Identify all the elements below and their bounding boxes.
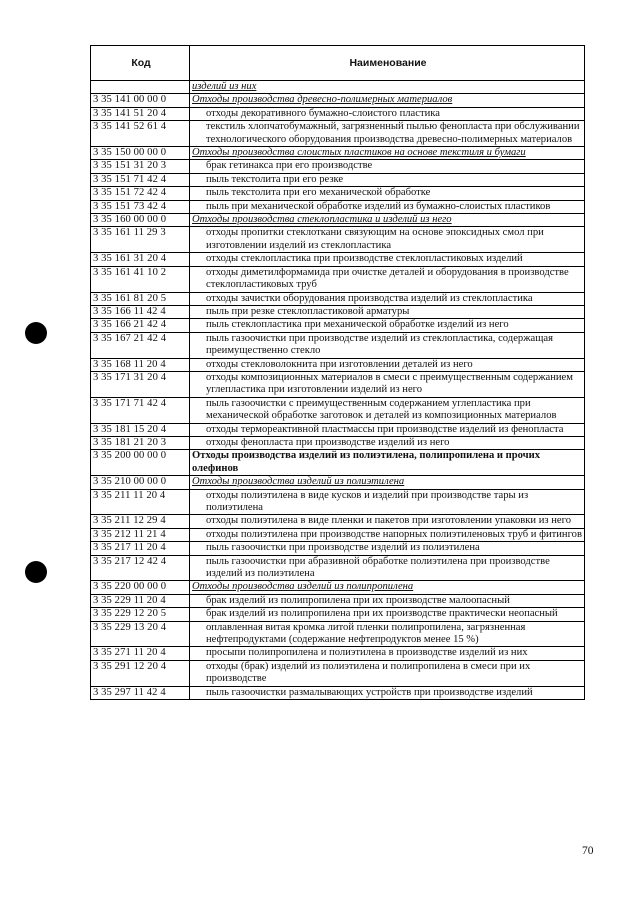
waste-code-cell: 3 35 229 13 20 4 [91,621,190,647]
waste-code-cell: 3 35 150 00 00 0 [91,147,190,160]
waste-code-cell: 3 35 161 81 20 5 [91,292,190,305]
waste-name-cell: отходы стеклопластика при производстве стеклопластиковых изделий [190,253,585,266]
table-row [91,147,585,160]
waste-code-cell: 3 35 200 00 00 0 [91,450,190,476]
waste-code-cell: 3 35 161 41 10 2 [91,266,190,292]
waste-code-cell: 3 35 181 21 20 3 [91,436,190,449]
waste-name-cell: Отходы производства стеклопластика и изделий из него [190,214,585,227]
waste-code-cell: 3 35 210 00 00 0 [91,476,190,489]
waste-code-cell: 3 35 151 71 42 4 [91,173,190,186]
waste-code-cell: 3 35 212 11 21 4 [91,528,190,541]
table-row [91,94,585,107]
waste-code-cell: 3 35 151 31 20 3 [91,160,190,173]
table-row [91,608,585,621]
table-row [91,450,585,476]
table-row [91,319,585,332]
waste-classification-table [90,45,585,700]
waste-name-cell: Отходы производства изделий из полиэтилена [190,476,585,489]
waste-code-cell: 3 35 271 11 20 4 [91,647,190,660]
page-number: 70 [582,845,594,857]
waste-name-cell: отходы зачистки оборудования производства изделий из стеклопластика [190,292,585,305]
table-row [91,581,585,594]
waste-code-cell: 3 35 229 11 20 4 [91,594,190,607]
waste-code-cell: 3 35 297 11 42 4 [91,686,190,699]
waste-code-cell: 3 35 217 11 20 4 [91,542,190,555]
table-row [91,476,585,489]
waste-name-cell: отходы диметилформамида при очистке деталей и оборудования в производстве стеклопластиковых труб [190,266,585,292]
punch-hole-top [25,322,47,344]
table-row [91,227,585,253]
waste-name-cell: отходы полиэтилена в виде пленки и пакетов при изготовлении упаковки из него [190,515,585,528]
waste-name-cell: просыпи полипропилена и полиэтилена в производстве изделий из них [190,647,585,660]
waste-code-cell: 3 35 211 11 20 4 [91,489,190,515]
waste-code-cell: 3 35 166 11 42 4 [91,305,190,318]
table-row [91,266,585,292]
waste-name-cell: отходы композиционных материалов в смеси с преимущественным содержанием углепластика при изготовлении изделий из него [190,371,585,397]
table-row [91,371,585,397]
table-row [91,528,585,541]
table-row [91,555,585,581]
waste-code-cell: 3 35 151 73 42 4 [91,200,190,213]
waste-code-cell: 3 35 161 11 29 3 [91,227,190,253]
waste-code-cell: 3 35 161 31 20 4 [91,253,190,266]
waste-name-cell: брак изделий из полипропилена при их производстве практически неопасный [190,608,585,621]
waste-code-cell: 3 35 181 15 20 4 [91,423,190,436]
waste-name-cell: отходы стекловолокнита при изготовлении деталей из него [190,358,585,371]
code-column-header: Код [91,46,190,81]
table-row [91,160,585,173]
table-row [91,292,585,305]
waste-name-cell: изделий из них [190,81,585,94]
table-row [91,660,585,686]
name-column-header: Наименование [190,46,585,81]
table-row [91,686,585,699]
waste-name-cell: Отходы производства изделий из полиэтилена, полипропилена и прочих олефинов [190,450,585,476]
table-row [91,489,585,515]
waste-code-cell: 3 35 291 12 20 4 [91,660,190,686]
waste-code-cell: 3 35 211 12 29 4 [91,515,190,528]
waste-name-cell: отходы (брак) изделий из полиэтилена и полипропилена в смеси при их производстве [190,660,585,686]
waste-name-cell: пыль при механической обработке изделий из бумажно-слоистых пластиков [190,200,585,213]
waste-code-cell: 3 35 220 00 00 0 [91,581,190,594]
table-row [91,515,585,528]
waste-name-cell: пыль текстолита при его резке [190,173,585,186]
waste-code-cell: 3 35 141 52 61 4 [91,121,190,147]
table-row [91,436,585,449]
waste-name-cell: пыль текстолита при его механической обработке [190,187,585,200]
waste-name-cell: отходы фенопласта при производстве изделий из него [190,436,585,449]
waste-code-cell [91,81,190,94]
table-row [91,200,585,213]
waste-code-cell: 3 35 141 51 20 4 [91,107,190,120]
waste-code-cell: 3 35 141 00 00 0 [91,94,190,107]
waste-name-cell: отходы пропитки стеклоткани связующим на основе эпоксидных смол при изготовлении изделий из стеклопластика [190,227,585,253]
waste-name-cell: Отходы производства слоистых пластиков на основе текстиля и бумаги [190,147,585,160]
table-row [91,81,585,94]
waste-name-cell: отходы декоративного бумажно-слоистого пластика [190,107,585,120]
waste-name-cell: пыль газоочистки с преимущественным содержанием углепластика при механической обработке заготовок и деталей из композиционных материалов [190,397,585,423]
waste-code-cell: 3 35 160 00 00 0 [91,214,190,227]
waste-name-cell: брак изделий из полипропилена при их производстве малоопасный [190,594,585,607]
waste-name-cell: отходы полиэтилена при производстве напорных полиэтиленовых труб и фитингов [190,528,585,541]
table-row [91,214,585,227]
waste-name-cell: брак гетинакса при его производстве [190,160,585,173]
table-row [91,358,585,371]
table-row [91,423,585,436]
table-row [91,621,585,647]
table-row [91,542,585,555]
waste-name-cell: пыль газоочистки при производстве изделий из полиэтилена [190,542,585,555]
waste-code-cell: 3 35 151 72 42 4 [91,187,190,200]
waste-code-cell: 3 35 167 21 42 4 [91,332,190,358]
waste-code-cell: 3 35 171 31 20 4 [91,371,190,397]
waste-code-cell: 3 35 217 12 42 4 [91,555,190,581]
table-row [91,107,585,120]
waste-code-cell: 3 35 171 71 42 4 [91,397,190,423]
table-row [91,187,585,200]
table-header-row [91,46,585,81]
table-row [91,332,585,358]
table-row [91,594,585,607]
waste-name-cell: Отходы производства изделий из полипропилена [190,581,585,594]
waste-name-cell: Отходы производства древесно-полимерных материалов [190,94,585,107]
waste-code-cell: 3 35 229 12 20 5 [91,608,190,621]
waste-name-cell: пыль газоочистки при абразивной обработке полиэтилена при производстве изделий из полиэтилена [190,555,585,581]
waste-name-cell: отходы термореактивной пластмассы при производстве изделий из фенопласта [190,423,585,436]
waste-name-cell: пыль газоочистки при производстве изделий из стеклопластика, содержащая преимущественно стекло [190,332,585,358]
waste-name-cell: отходы полиэтилена в виде кусков и изделий при производстве тары из полиэтилена [190,489,585,515]
punch-hole-bottom [25,561,47,583]
table-row [91,173,585,186]
table-row [91,647,585,660]
waste-name-cell: пыль газоочистки размалывающих устройств при производстве изделий [190,686,585,699]
waste-name-cell: пыль стеклопластика при механической обработке изделий из него [190,319,585,332]
waste-name-cell: текстиль хлопчатобумажный, загрязненный пылью фенопласта при обслуживании технологического оборудования производства древесно-полимерных материалов [190,121,585,147]
waste-name-cell: пыль при резке стеклопластиковой арматуры [190,305,585,318]
waste-name-cell: оплавленная витая кромка литой пленки полипропилена, загрязненная нефтепродуктами (содержание нефтепродуктов менее 15 %) [190,621,585,647]
table-row [91,305,585,318]
table-row [91,253,585,266]
table-row [91,121,585,147]
waste-code-cell: 3 35 166 21 42 4 [91,319,190,332]
table-row [91,397,585,423]
waste-code-cell: 3 35 168 11 20 4 [91,358,190,371]
